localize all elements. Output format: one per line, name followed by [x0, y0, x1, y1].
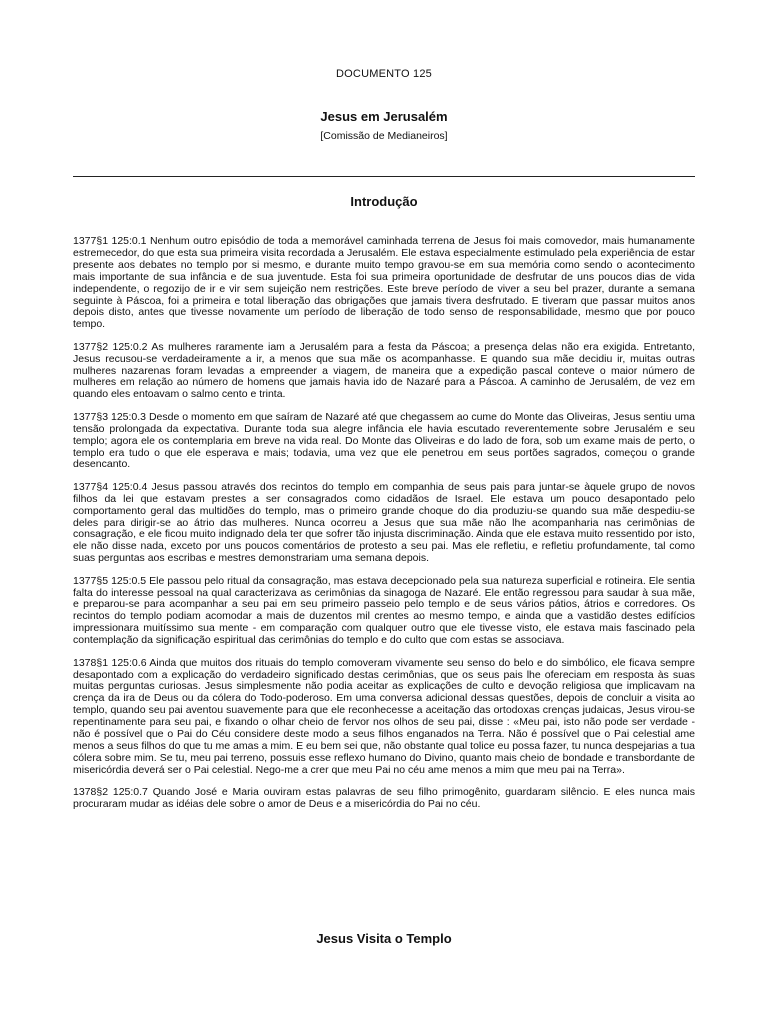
- paragraph: 1377§1 125:0.1 Nenhum outro episódio de toda a memorável caminhada terrena de Jesus foi mais comovedor, mais humanamente estremecedor, do que esta sua primeira visita recordada a Jerusalém. Ele estava especialmente estimulado pela experiência de estar presente aos debates no templo por si mesmo, e durante muito tempo gravou-se em sua memória como sendo o acontecimento mais importante de sua infância e de sua juventude. Esta foi sua primeira oportunidade de desfrutar de uns poucos dias de vida independente, o regozijo de ir e vir sem sujeição nem restrições. Este breve período de viver a seu bel prazer, durante a semana seguinte à Páscoa, foi a primeira e total liberação das obrigações que jamais tivera desfrutado. E tiveram que passar muitos anos depois disto, antes que tivesse novamente um período de liberação de todo senso de responsabilidade, mesmo que por pouco tempo.: [73, 235, 695, 331]
- paragraph: 1378§1 125:0.6 Ainda que muitos dos rituais do templo comoveram vivamente seu senso do belo e do simbólico, ele ficava sempre desapontado com a explicação do verdadeiro significado destas cerimônias, que os seus pais lhe ofereciam em resposta às suas muitas perguntas curiosas. Jesus simplesmente não podia aceitar as explicações de culto e devoção religiosa que implicavam na crença da ira de Deus ou da cólera do Todo-poderoso. Em uma conversa adicional dessas questões, depois de concluir a visita ao templo, quando seu pai aventou suavemente para que ele reconhecesse a aceitação das ortodoxas crenças judaicas, Jesus virou-se repentinamente para seu pai, e fixando o olhar cheio de fervor nos olhos de seu pai, disse : «Meu pai, isto não pode ser verdade - não é possível que o Pai do Céu considere deste modo a seus filhos enganados na Terra. Não é possível que o Pai celestial ame menos a seus filhos do que tu me amas a mim. E eu bem sei que, não obstante qual tolice eu possa fazer, tu nunca despejarias a tua cólera sobre mim. Se tu, meu pai terreno, possuis esse reflexo humano do Divino, quanto mais cheio de bondade e transbordante de misericórdia deverá ser o Pai celestial. Nego-me a crer que meu Pai no céu ame menos a mim que meu pai na Terra».: [73, 656, 695, 776]
- paragraph: 1378§2 125:0.7 Quando José e Maria ouviram estas palavras de seu filho primogênito, guardaram silêncio. E eles nunca mais procuraram mudar as idéias dele sobre o amor de Deus e a misericórdia do Pai no céu.: [73, 786, 695, 811]
- document-label: DOCUMENTO 125: [336, 68, 432, 80]
- horizontal-divider: [73, 176, 695, 177]
- document-subtitle: [Comissão de Medianeiros]: [320, 130, 448, 142]
- body-text: [73, 236, 695, 821]
- paragraph: 1377§2 125:0.2 As mulheres raramente iam a Jerusalém para a festa da Páscoa; a presença delas não era exigida. Entretanto, Jesus recusou-se verdadeiramente a ir, a menos que sua mãe os acompanhasse. E quando sua mãe decidiu ir, muitas outras mulheres nazarenas foram levadas a empreender a viagem, de maneira que a expedição pascal conteve o maior número de mulheres em relação ao número de homens que jamais havia ido de Nazaré para a Páscoa. A caminho de Jerusalém, de vez em quando eles entoavam o salmo cento e trinta.: [73, 340, 695, 401]
- paragraph: 1377§4 125:0.4 Jesus passou através dos recintos do templo em companhia de seus pais para juntar-se àquele grupo de novos filhos da lei que estavam prestes a ser consagrados como cidadãos de Israel. Ele estava um pouco desapontado pelo comportamento geral das multidões do templo, mas o primeiro grande choque do dia produziu-se quando sua mãe despediu-se deles para dirigir-se ao átrio das mulheres. Nunca ocorreu a Jesus que sua mãe não lhe acompanharia nas cerimônias de consagração, e ele ficou muito indignado dela ter que sofrer tão injusta discriminação. Ainda que ele estava muito ressentido por isto, ele não disse nada, exceto por uns poucos comentários de protesto a seu pai. Mas ele refletiu, e refletiu profundamente, tal como suas perguntas aos escribas e mestres demonstrariam uma semana depois.: [73, 480, 695, 565]
- section-heading-temple-visit: Jesus Visita o Templo: [316, 931, 452, 946]
- paragraph: 1377§3 125:0.3 Desde o momento em que saíram de Nazaré até que chegassem ao cume do Monte das Oliveiras, Jesus sentiu uma tensão prolongada da expectativa. Durante toda sua alegre infância ele havia escutado reverentemente sobre Jerusalém e seu templo; agora ele os contemplaria em breve na vida real. Do Monte das Oliveiras e do lado de fora, sob um exame mais de perto, o templo era tudo o que ele esperava e mais; todavia, uma vez que ele penetrou em seus portões sagrados, começou o grande desencanto.: [73, 410, 695, 471]
- document-title: Jesus em Jerusalém: [320, 109, 448, 124]
- paragraph: 1377§5 125:0.5 Ele passou pelo ritual da consagração, mas estava decepcionado pela sua natureza superficial e rotineira. Ele sentia falta do interesse pessoal na qual caracterizava as cerimônias da sinagoga de Nazaré. Ele então regressou para saudar à sua mãe, e preparou-se para acompanhar a seu pai em seu primeiro passeio pelo templo e de seus vários pátios, átrios e corredores. Os recintos do templo podiam acomodar a mais de duzentos mil crentes ao mesmo tempo, e ainda que a vastidão destes edifícios impressionara muitíssimo sua mente - em comparação com qualquer outro que ele tivesse visto, ele estava mais fascinado pela contemplação da significação espiritual das cerimônias do templo e do culto que com estas se associava.: [73, 574, 695, 647]
- section-heading-introduction: Introdução: [350, 194, 418, 209]
